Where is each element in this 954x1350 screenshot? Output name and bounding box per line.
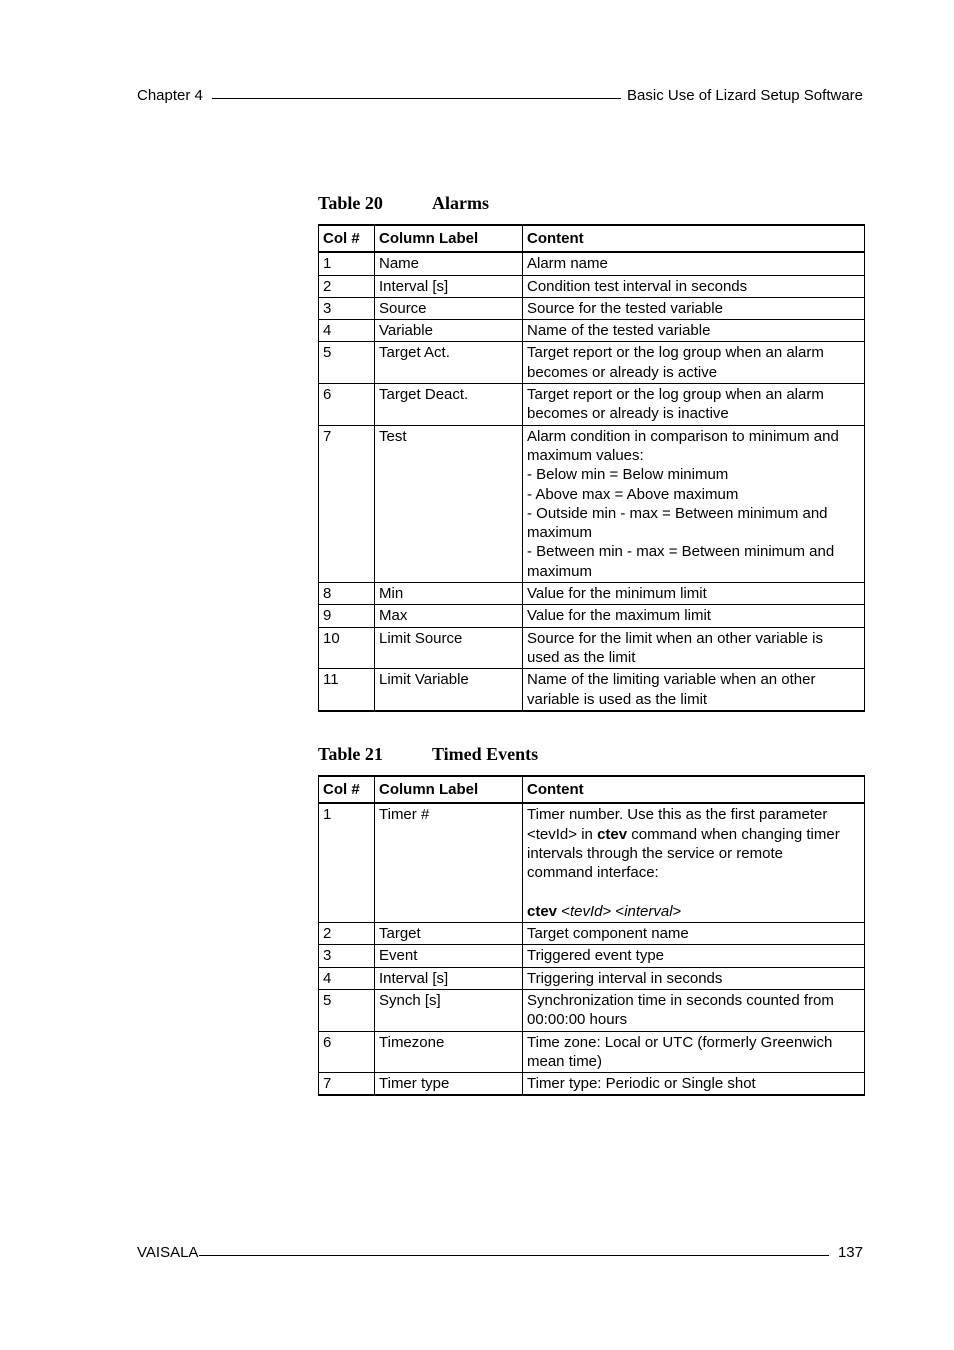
page-footer [137, 1244, 863, 1262]
column-header: Column Label [375, 776, 523, 803]
content-line: Alarm condition in comparison to minimum and [527, 427, 839, 445]
col-number-cell: 6 [319, 1031, 375, 1073]
col-number-cell: 8 [319, 583, 375, 605]
column-header: Col # [319, 776, 375, 803]
command-syntax [527, 902, 860, 921]
column-label-cell: Interval [s] [375, 967, 523, 989]
table-20-caption [318, 192, 489, 214]
col-number-cell: 1 [319, 803, 375, 922]
content-line: Source for the tested variable [527, 299, 723, 317]
column-label-cell: Timezone [375, 1031, 523, 1073]
content-line: Synchronization time in seconds counted from [527, 991, 834, 1009]
content-cell [523, 275, 865, 297]
column-label-cell: Timer type [375, 1073, 523, 1096]
content-line: maximum values: [527, 446, 644, 464]
section-title: Basic Use of Lizard Setup Software [627, 87, 863, 104]
command-name: ctev [597, 825, 628, 843]
parameter-name: interval [624, 902, 673, 920]
content-line: maximum [527, 562, 593, 580]
content-cell [523, 425, 865, 582]
table-row [319, 297, 865, 319]
content-line: Triggering interval in seconds [527, 969, 723, 987]
content-cell [523, 1031, 865, 1073]
column-header: Column Label [375, 225, 523, 252]
alarms-table [318, 224, 865, 712]
content-line: mean time) [527, 1052, 603, 1070]
column-label-cell: Target Deact. [375, 384, 523, 426]
text-run: < [557, 902, 570, 920]
content-cell [523, 1073, 865, 1096]
content-line: Name of the tested variable [527, 322, 711, 340]
table-row [319, 627, 865, 669]
text-run: <tevId> in [527, 825, 598, 843]
table-row [319, 605, 865, 627]
table-title: Alarms [432, 193, 489, 213]
col-number-cell: 5 [319, 342, 375, 384]
content-line: command interface: [527, 864, 659, 882]
column-label-cell: Target Act. [375, 342, 523, 384]
text-run: > < [602, 902, 625, 920]
content-cell [523, 605, 865, 627]
table-row [319, 384, 865, 426]
column-label-cell: Max [375, 605, 523, 627]
table-row [319, 275, 865, 297]
column-label-cell: Source [375, 297, 523, 319]
content-cell [523, 803, 865, 922]
column-header: Content [523, 225, 865, 252]
content-cell [523, 945, 865, 967]
content-cell [523, 252, 865, 275]
blank-line [527, 882, 860, 901]
table-row [319, 320, 865, 342]
content-line: 00:00:00 hours [527, 1011, 628, 1029]
col-number-cell: 5 [319, 989, 375, 1031]
column-header: Content [523, 776, 865, 803]
table-row [319, 803, 865, 922]
column-label-cell: Test [375, 425, 523, 582]
content-line: Value for the maximum limit [527, 607, 711, 625]
content-line: Target report or the log group when an alarm [527, 386, 824, 404]
table-row [319, 1073, 865, 1096]
content-cell [523, 320, 865, 342]
content-cell [523, 342, 865, 384]
column-label-cell: Limit Source [375, 627, 523, 669]
parameter-name: tevId [569, 902, 603, 920]
content-cell [523, 627, 865, 669]
table-row [319, 425, 865, 582]
column-label-cell: Name [375, 252, 523, 275]
col-number-cell: 1 [319, 252, 375, 275]
content-line: Source for the limit when an other variable is [527, 629, 823, 647]
col-number-cell: 6 [319, 384, 375, 426]
content-line: becomes or already is inactive [527, 405, 729, 423]
content-cell [523, 989, 865, 1031]
content-cell [523, 967, 865, 989]
content-line: Timer number. Use this as the first parameter [527, 806, 828, 824]
header-rule [212, 98, 621, 99]
col-number-cell: 11 [319, 669, 375, 711]
col-number-cell: 10 [319, 627, 375, 669]
col-number-cell: 7 [319, 425, 375, 582]
content-line: Timer type: Periodic or Single shot [527, 1075, 756, 1093]
table-row [319, 252, 865, 275]
table-row [319, 342, 865, 384]
text-run: command when changing timer [627, 825, 840, 843]
content-line: becomes or already is active [527, 363, 718, 381]
timed-events-table [318, 775, 865, 1096]
table-number: Table 21 [318, 744, 383, 764]
column-label-cell: Min [375, 583, 523, 605]
content-line: Time zone: Local or UTC (formerly Greenwich [527, 1033, 833, 1051]
chapter-label: Chapter 4 [137, 87, 203, 104]
content-line: Target report or the log group when an alarm [527, 344, 824, 362]
content-line: Value for the minimum limit [527, 585, 707, 603]
table-row [319, 583, 865, 605]
col-number-cell: 3 [319, 945, 375, 967]
table-row [319, 967, 865, 989]
content-line: variable is used as the limit [527, 690, 708, 708]
footer-rule [199, 1255, 829, 1256]
table-row [319, 923, 865, 945]
content-cell [523, 669, 865, 711]
column-header: Col # [319, 225, 375, 252]
table-number: Table 20 [318, 193, 383, 213]
table-header-row [319, 225, 865, 252]
page-header [137, 87, 863, 105]
col-number-cell: 4 [319, 967, 375, 989]
table-row [319, 989, 865, 1031]
column-label-cell: Synch [s] [375, 989, 523, 1031]
column-label-cell: Target [375, 923, 523, 945]
content-line: - Below min = Below minimum [527, 466, 729, 484]
col-number-cell: 3 [319, 297, 375, 319]
content-line: - Outside min - max = Between minimum and [527, 504, 828, 522]
col-number-cell: 4 [319, 320, 375, 342]
company-name: VAISALA [137, 1244, 199, 1261]
table-title: Timed Events [432, 744, 539, 764]
content-line: maximum [527, 524, 593, 542]
content-line: Condition test interval in seconds [527, 277, 748, 295]
content-line: - Between min - max = Between minimum and [527, 543, 835, 561]
table-21-caption [318, 743, 538, 765]
content-line: Target component name [527, 925, 689, 943]
col-number-cell: 2 [319, 923, 375, 945]
table-row [319, 1031, 865, 1073]
column-label-cell: Limit Variable [375, 669, 523, 711]
content-cell [523, 583, 865, 605]
content-cell [523, 297, 865, 319]
page-number: 137 [837, 1244, 863, 1261]
content-line: Name of the limiting variable when an other [527, 671, 816, 689]
col-number-cell: 2 [319, 275, 375, 297]
col-number-cell: 9 [319, 605, 375, 627]
content-line: used as the limit [527, 648, 636, 666]
column-label-cell: Timer # [375, 803, 523, 922]
content-line: intervals through the service or remote [527, 844, 783, 862]
content-line: - Above max = Above maximum [527, 485, 739, 503]
content-line: Triggered event type [527, 947, 665, 965]
content-line [527, 825, 860, 844]
table-row [319, 945, 865, 967]
col-number-cell: 7 [319, 1073, 375, 1096]
table-row [319, 669, 865, 711]
content-cell [523, 923, 865, 945]
column-label-cell: Variable [375, 320, 523, 342]
command-name: ctev [527, 902, 558, 920]
column-label-cell: Interval [s] [375, 275, 523, 297]
content-cell [523, 384, 865, 426]
column-label-cell: Event [375, 945, 523, 967]
content-line: Alarm name [527, 255, 608, 273]
table-header-row [319, 776, 865, 803]
text-run: > [672, 902, 682, 920]
